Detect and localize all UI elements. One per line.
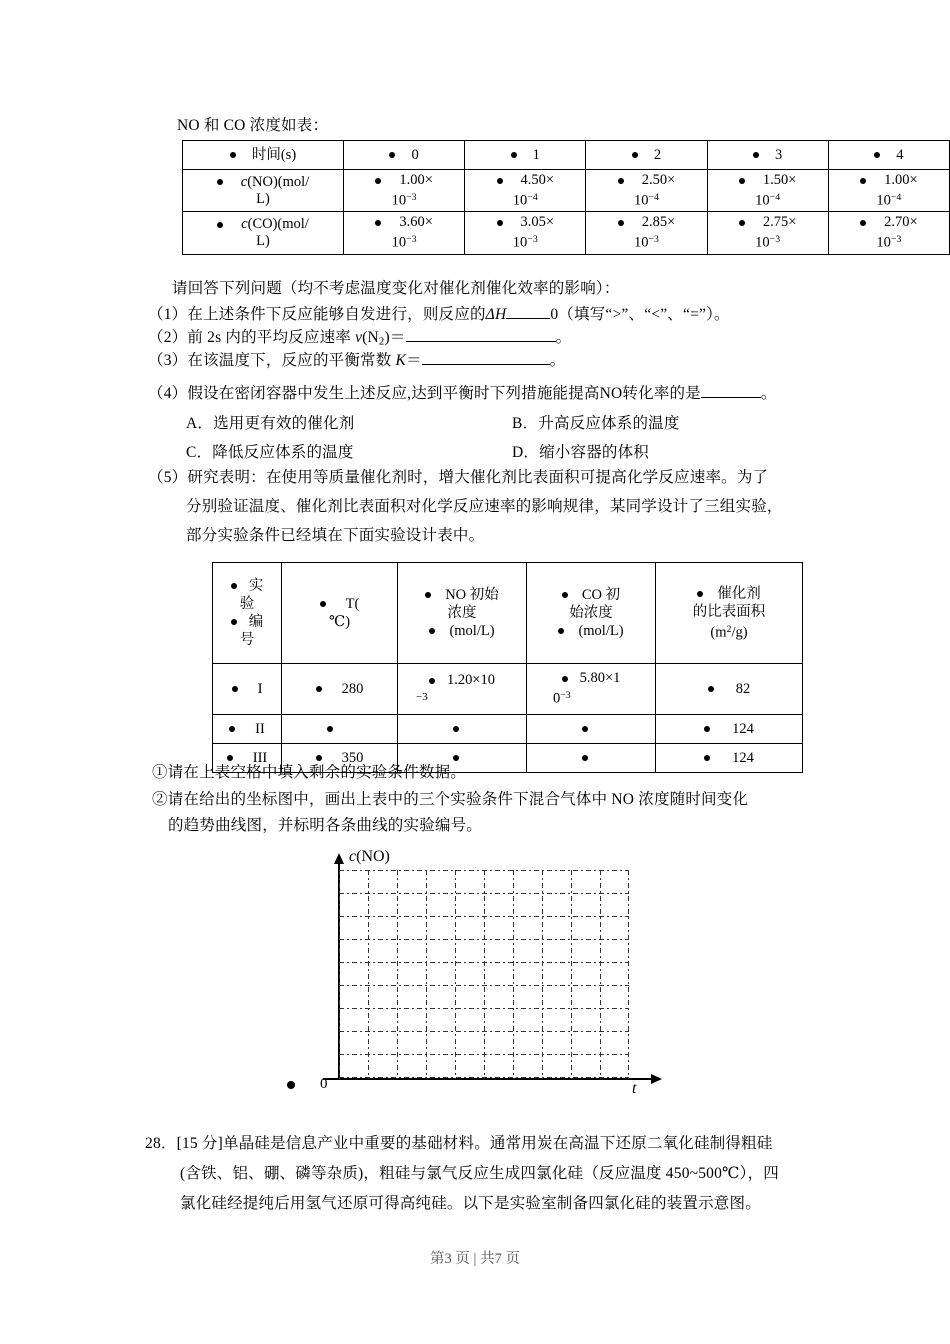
cell-no-3: 1.50× $10^{-4}$ bbox=[707, 170, 828, 212]
bullet-icon bbox=[227, 755, 233, 761]
sub-question-2-line2: 的趋势曲线图，并标明各条曲线的实验编号。 bbox=[168, 817, 483, 834]
bullet-icon bbox=[497, 220, 503, 226]
bullet-icon bbox=[231, 583, 237, 589]
bullet-icon bbox=[708, 686, 714, 692]
table-row bbox=[183, 170, 950, 212]
exponent: $10^{-3}$ bbox=[391, 234, 417, 251]
exponent: $10^{-4}$ bbox=[876, 192, 902, 209]
cell-co-2: 2.85× $10^{-3}$ bbox=[586, 212, 707, 254]
question-3: （3）在该温度下，反应的平衡常数 K＝ 。 bbox=[148, 352, 566, 369]
cell-co-1: 3.05× $10^{-3}$ bbox=[465, 212, 586, 254]
cell-time-label: 时间(s) bbox=[183, 141, 344, 170]
sub-question-1: ①请在上表空格中填入剩余的实验条件数据。 bbox=[152, 764, 467, 781]
answer-blank[interactable] bbox=[406, 341, 556, 342]
exponent: $10^{-3}$ bbox=[512, 234, 538, 251]
bullet-icon bbox=[375, 178, 381, 184]
co-conc-exponent: $0^{-3}$ bbox=[553, 690, 571, 707]
cell-no-0: 1.00× $10^{-3}$ bbox=[344, 170, 465, 212]
question-28-line1: 28．[15 分]单晶硅是信息产业中重要的基础材料。通常用炭在高温下还原二氧化硅制得粗硅 bbox=[145, 1135, 773, 1152]
bullet-icon bbox=[287, 1081, 295, 1089]
cell-temp-2[interactable] bbox=[282, 715, 398, 744]
bullet-icon bbox=[632, 152, 638, 158]
cell-exp-id-3: III bbox=[213, 744, 282, 773]
bullet-icon bbox=[511, 152, 517, 158]
bullet-icon bbox=[704, 726, 710, 732]
bullet-icon bbox=[453, 755, 459, 761]
chart-grid bbox=[339, 870, 629, 1079]
bullet-icon bbox=[582, 726, 588, 732]
cell-co-3: 2.75× $10^{-3}$ bbox=[707, 212, 828, 254]
header-co-initial-conc: CO 初 始浓度 (mol/L) bbox=[527, 563, 656, 664]
bullet-icon bbox=[453, 726, 459, 732]
cell-time-0: 0 bbox=[344, 141, 465, 170]
question-28-line3: 氯化硅经提纯后用氢气还原可得高纯硅。以下是实验室制备四氯化硅的装置示意图。 bbox=[180, 1195, 761, 1212]
no-concentration-chart bbox=[283, 848, 683, 1098]
intro-line: NO 和 CO 浓度如表： bbox=[177, 117, 329, 134]
answer-blank[interactable] bbox=[422, 364, 550, 365]
cell-co-4: 2.70× $10^{-3}$ bbox=[828, 212, 949, 254]
cell-co-conc-1: 5.80×1 $0^{-3}$ bbox=[527, 664, 656, 715]
cell-no-2: 2.50× $10^{-4}$ bbox=[586, 170, 707, 212]
bullet-icon bbox=[232, 686, 238, 692]
cell-surface-area-1: 82 bbox=[656, 664, 803, 715]
question-5-line1: （5）研究表明：在使用等质量催化剂时，增大催化剂比表面积可提高化学反应速率。为了 bbox=[148, 469, 769, 486]
answer-blank[interactable] bbox=[506, 318, 550, 319]
header-no-initial-conc: NO 初始 浓度 (mol/L) bbox=[398, 563, 527, 664]
chart-origin-label: 0 bbox=[320, 1076, 328, 1092]
concentration-table bbox=[182, 140, 950, 255]
question-5-line2: 分别验证温度、催化剂比表面积对化学反应速率的影响规律，某同学设计了三组实验， bbox=[186, 498, 783, 515]
bullet-icon bbox=[375, 220, 381, 226]
bullet-icon bbox=[231, 619, 237, 625]
header-experiment-number: 实 验 编 号 bbox=[213, 563, 282, 664]
bullet-icon bbox=[697, 591, 703, 597]
surface-area-unit: $(m^2/g)$ bbox=[710, 623, 748, 641]
header-catalyst-surface-area: 催化剂 的比表面积 $(m^2/g)$ bbox=[656, 563, 803, 664]
cell-time-1: 1 bbox=[465, 141, 586, 170]
cell-temp-1: 280 bbox=[282, 664, 398, 715]
chart-x-axis-label: t bbox=[632, 1080, 637, 1097]
question-5-line3: 部分实验条件已经填在下面实验设计表中。 bbox=[186, 527, 485, 544]
bullet-icon bbox=[320, 601, 326, 607]
bullet-icon bbox=[217, 222, 223, 228]
table-row bbox=[183, 212, 950, 254]
cell-time-4: 4 bbox=[828, 141, 949, 170]
bullet-icon bbox=[704, 755, 710, 761]
bullet-icon bbox=[739, 220, 745, 226]
page-footer: 第3 页 | 共7 页 bbox=[430, 1251, 520, 1267]
bullet-icon bbox=[558, 628, 564, 634]
bullet-icon bbox=[429, 628, 435, 634]
bullet-icon bbox=[562, 592, 568, 598]
sub-question-2-line1: ②请在给出的坐标图中，画出上表中的三个实验条件下混合气体中 NO 浓度随时间变化 bbox=[152, 791, 749, 808]
bullet-icon bbox=[429, 678, 435, 684]
bullet-icon bbox=[582, 755, 588, 761]
question-1: （1）在上述条件下反应能够自发进行，则反应的ΔH 0（填写“>”、“<”、“=”）。 bbox=[148, 306, 730, 323]
cell-co-0: 3.60× $10^{-3}$ bbox=[344, 212, 465, 254]
cell-no-conc-1: 1.20×10 −3 bbox=[398, 664, 527, 715]
cell-no-4: 1.00× $10^{-4}$ bbox=[828, 170, 949, 212]
cell-temp-3: 350 bbox=[282, 744, 398, 773]
question-28-line2: (含铁、铝、硼、磷等杂质)，粗硅与氯气反应生成四氯化硅（反应温度 450~500℃），四 bbox=[180, 1165, 779, 1182]
no-conc-exponent: −3 bbox=[416, 691, 428, 703]
chart-y-axis-label: c(NO) bbox=[349, 848, 390, 865]
table-row bbox=[213, 715, 803, 744]
bullet-icon bbox=[425, 592, 431, 598]
cell-no-1: 4.50× $10^{-4}$ bbox=[465, 170, 586, 212]
cell-surface-area-3: 124 bbox=[656, 744, 803, 773]
bullet-icon bbox=[389, 152, 395, 158]
cell-no-label: c(NO)(mol/ L) bbox=[183, 170, 344, 212]
option-a[interactable]: A．选用更有效的催化剂 bbox=[186, 415, 355, 432]
table-row bbox=[183, 141, 950, 170]
cell-exp-id-2: II bbox=[213, 715, 282, 744]
header-temperature: T( ℃) bbox=[282, 563, 398, 664]
cell-no-conc-2[interactable] bbox=[398, 715, 527, 744]
exponent: $10^{-3}$ bbox=[755, 234, 781, 251]
cell-surface-area-2: 124 bbox=[656, 715, 803, 744]
cell-exp-id-1: I bbox=[213, 664, 282, 715]
question-2: （2）前 2s 内的平均反应速率 $v(N_2)=$ 。 bbox=[148, 329, 572, 348]
bullet-icon bbox=[316, 686, 322, 692]
bullet-icon bbox=[618, 178, 624, 184]
exponent: $10^{-4}$ bbox=[755, 192, 781, 209]
bullet-icon bbox=[497, 178, 503, 184]
bullet-icon bbox=[860, 220, 866, 226]
table-row bbox=[213, 664, 803, 715]
bullet-icon bbox=[562, 676, 568, 682]
table-header-row bbox=[213, 563, 803, 664]
exponent: $10^{-3}$ bbox=[391, 192, 417, 209]
answer-blank[interactable] bbox=[701, 397, 761, 398]
exponent: $10^{-3}$ bbox=[876, 234, 902, 251]
bullet-icon bbox=[327, 726, 333, 732]
questions-lead: 请回答下列问题（均不考虑温度变化对催化剂催化效率的影响）： bbox=[172, 280, 620, 297]
exponent: $10^{-3}$ bbox=[633, 234, 659, 251]
bullet-icon bbox=[739, 178, 745, 184]
bullet-icon bbox=[229, 726, 235, 732]
bullet-icon bbox=[874, 152, 880, 158]
option-b[interactable]: B．升高反应体系的温度 bbox=[512, 415, 680, 432]
question-4: （4）假设在密闭容器中发生上述反应,达到平衡时下列措施能提高NO转化率的是 。 bbox=[148, 385, 777, 402]
experiment-design-table bbox=[212, 562, 803, 773]
bullet-icon bbox=[753, 152, 759, 158]
option-d[interactable]: D．缩小容器的体积 bbox=[512, 444, 649, 461]
bullet-icon bbox=[217, 179, 223, 185]
option-c[interactable]: C．降低反应体系的温度 bbox=[186, 444, 354, 461]
exponent: $10^{-4}$ bbox=[512, 192, 538, 209]
exponent: $10^{-4}$ bbox=[633, 192, 659, 209]
bullet-icon bbox=[230, 152, 236, 158]
cell-co-label: c(CO)(mol/ L) bbox=[183, 212, 344, 254]
bullet-icon bbox=[860, 178, 866, 184]
bullet-icon bbox=[316, 755, 322, 761]
bullet-icon bbox=[618, 220, 624, 226]
cell-time-2: 2 bbox=[586, 141, 707, 170]
cell-co-conc-3[interactable] bbox=[527, 744, 656, 773]
cell-co-conc-2[interactable] bbox=[527, 715, 656, 744]
cell-time-3: 3 bbox=[707, 141, 828, 170]
